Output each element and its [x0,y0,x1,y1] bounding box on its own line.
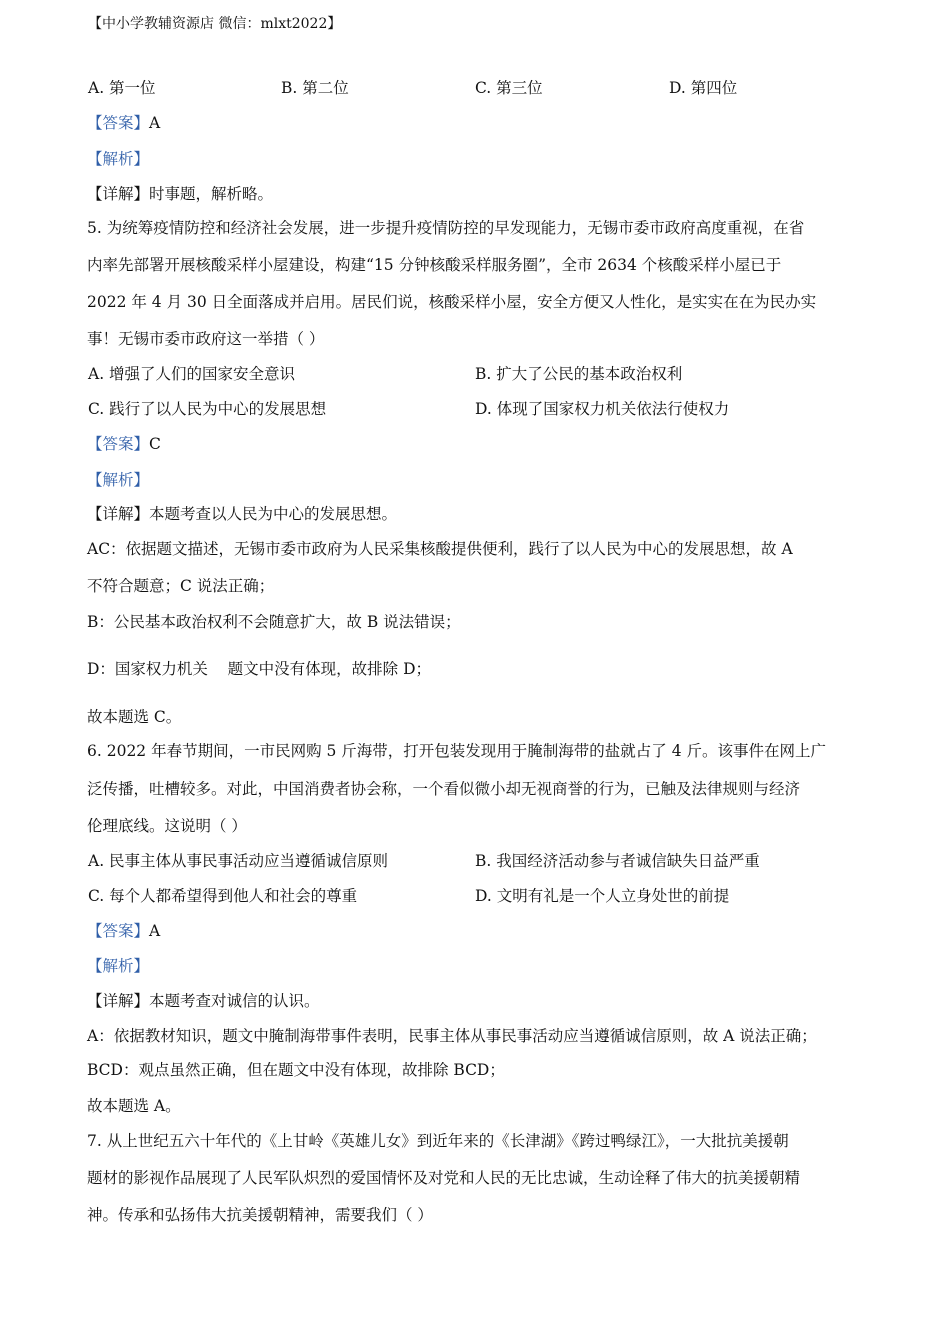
q7-stem-line: 神。传承和弘扬伟大抗美援朝精神，需要我们（ ） [87,1206,433,1224]
analysis-tag: 【解析】 [87,471,150,489]
q4-option-b: B. 第二位 [281,79,349,97]
q5-explain-line: D：国家权力机关 题文中没有体现，故排除 D； [87,660,431,678]
q5-answer-line [87,432,161,454]
q7-stem-line: 7. 从上世纪五六十年代的《上甘岭《英雄儿女》到近年来的《长津湖》《跨过鸭绿江》，一大批抗美援朝 [87,1132,789,1150]
q5-explain-line: 故本题选 C。 [87,708,182,726]
answer-tag: 【答案】 [87,922,150,940]
answer-value: A [149,114,161,132]
q5-explain-line: B：公民基本政治权利不会随意扩大，故 B 说法错误； [87,613,461,631]
q6-explain-line: 故本题选 A。 [87,1097,181,1115]
q6-option-a: A. 民事主体从事民事活动应当遵循诚信原则 [88,852,389,870]
page-header: 【中小学教辅资源店 微信：mlxt2022】 [88,16,342,32]
q6-option-c: C. 每个人都希望得到他人和社会的尊重 [88,887,358,905]
q5-stem-line: 2022 年 4 月 30 日全面落成并启用。居民们说，核酸采样小屋，安全方便又人性化，是实实在在为民办实 [87,293,817,311]
q6-stem-line: 伦理底线。这说明（ ） [87,817,247,835]
q6-explain-line: BCD：观点虽然正确，但在题文中没有体现，故排除 BCD； [87,1061,505,1079]
q7-stem-line: 题材的影视作品展现了人民军队炽烈的爱国情怀及对党和人民的无比忠诚，生动诠释了伟大的抗美援朝精 [87,1169,801,1187]
q5-stem-line: 内率先部署开展核酸采样小屋建设，构建“15 分钟核酸采样服务圈”，全市 2634 个核酸采样小屋已于 [87,256,782,274]
q6-stem-line: 6. 2022 年春节期间，一市民网购 5 斤海带，打开包装发现用于腌制海带的盐就占了 4 斤。该事件在网上广 [87,742,827,760]
q5-stem-line: 5. 为统筹疫情防控和经济社会发展，进一步提升疫情防控的早发现能力，无锡市委市政府高度重视，在省 [87,219,805,237]
q4-option-a: A. 第一位 [88,79,156,97]
q5-option-c: C. 践行了以人民为中心的发展思想 [88,400,327,418]
q6-detail: 【详解】本题考查对诚信的认识。 [87,992,320,1010]
answer-value: C [149,435,161,453]
q4-option-d: D. 第四位 [669,79,738,97]
q6-option-b: B. 我国经济活动参与者诚信缺失日益严重 [475,852,760,870]
answer-tag: 【答案】 [87,114,150,132]
q5-stem-line: 事！无锡市委市政府这一举措（ ） [87,330,325,348]
q5-explain-line: 不符合题意；C 说法正确； [87,577,275,595]
q6-stem-line: 泛传播，吐槽较多。对此，中国消费者协会称，一个看似微小却无视商誉的行为，已触及法律规则与经济 [87,780,801,798]
q4-option-c: C. 第三位 [475,79,543,97]
q4-detail: 【详解】时事题，解析略。 [87,185,274,203]
analysis-tag: 【解析】 [87,150,150,168]
q5-explain-line: AC：依据题文描述，无锡市委市政府为人民采集核酸提供便利，践行了以人民为中心的发展思想，故 A [87,540,793,558]
q5-option-d: D. 体现了国家权力机关依法行使权力 [475,400,730,418]
analysis-tag: 【解析】 [87,957,150,975]
q6-option-d: D. 文明有礼是一个人立身处世的前提 [475,887,730,905]
q6-answer-line [87,919,160,941]
answer-value: A [149,922,161,940]
answer-tag: 【答案】 [87,435,150,453]
q5-option-a: A. 增强了人们的国家安全意识 [88,365,296,383]
q5-option-b: B. 扩大了公民的基本政治权利 [475,365,683,383]
q5-detail: 【详解】本题考查以人民为中心的发展思想。 [87,505,398,523]
q6-explain-line: A：依据教材知识，题文中腌制海带事件表明，民事主体从事民事活动应当遵循诚信原则，故 A 说法正确； [87,1027,817,1045]
q4-answer-line [87,111,160,133]
